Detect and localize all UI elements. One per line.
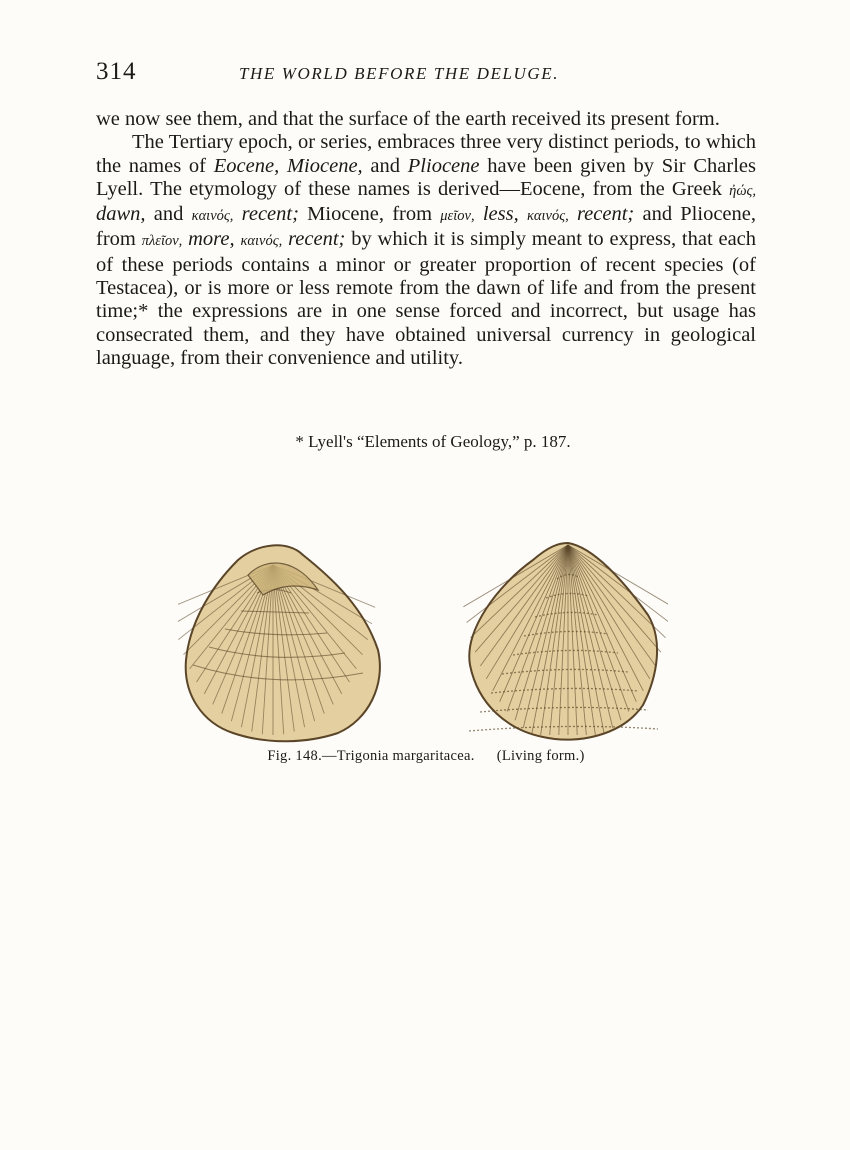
body-text: [96, 108, 756, 370]
text-run: The Tertiary epoch, or series, embraces three very distinct periods, to which the names of: [96, 131, 756, 177]
figure-trigonia: [170, 535, 680, 750]
text-run: and: [145, 203, 192, 226]
gloss-dawn: dawn,: [96, 203, 146, 226]
paragraph-continued: we now see them, and that the surface of the earth received its present form.: [96, 108, 720, 130]
gloss-less: less,: [474, 203, 519, 226]
text-run: and Pliocene, from: [96, 203, 756, 251]
text-run: [519, 203, 527, 225]
figure-caption: [96, 748, 756, 765]
paragraph-tertiary: [96, 131, 756, 370]
running-title: THE WORLD BEFORE THE DELUGE.: [239, 64, 560, 83]
gloss-more: more,: [182, 228, 235, 251]
text-run: and: [362, 154, 408, 177]
greek-word-kainos: καινός,: [240, 233, 283, 250]
term-miocene: Miocene,: [286, 154, 363, 177]
greek-word-kainos: καινός,: [191, 208, 234, 225]
term-pliocene: Pliocene: [407, 154, 480, 177]
footnote: * Lyell's “Elements of Geology,” p. 187.: [295, 432, 571, 451]
page-number: 314: [96, 58, 137, 85]
text-run: Miocene, from: [298, 203, 441, 226]
gloss-recent: recent;: [233, 203, 299, 226]
caption-note: (Living form.): [496, 748, 585, 764]
gloss-recent: recent;: [568, 203, 635, 226]
page-header: [96, 58, 756, 88]
greek-word-pleion: πλεῖον,: [141, 233, 183, 250]
caption-main: Fig. 148.—Trigonia margaritacea.: [267, 748, 475, 764]
gloss-recent: recent;: [282, 228, 346, 251]
shell-exterior-illustration: [458, 535, 668, 745]
greek-word-meion: μεῖον,: [440, 208, 475, 225]
greek-word-eos: ἠώς,: [729, 182, 756, 199]
shell-interior-illustration: [178, 535, 388, 745]
greek-word-kainos: καινός,: [526, 208, 569, 225]
text-run: have been given by Sir Charles Lyell. The etymology of these names is derived—Eocene, from the Greek: [96, 154, 757, 200]
text-run: by which it is simply meant to express, that each of these periods contains a minor or greater proportion of recent species (of Testacea), or is more or less remote from the dawn of life and from the present time;* the expressions are in one sense forced and incorrect, but usage has consecrated them, and they have obtained universal currency in geological language, from their convenience and utility.: [96, 228, 757, 369]
text-run: [279, 155, 287, 177]
term-eocene: Eocene,: [213, 154, 280, 177]
